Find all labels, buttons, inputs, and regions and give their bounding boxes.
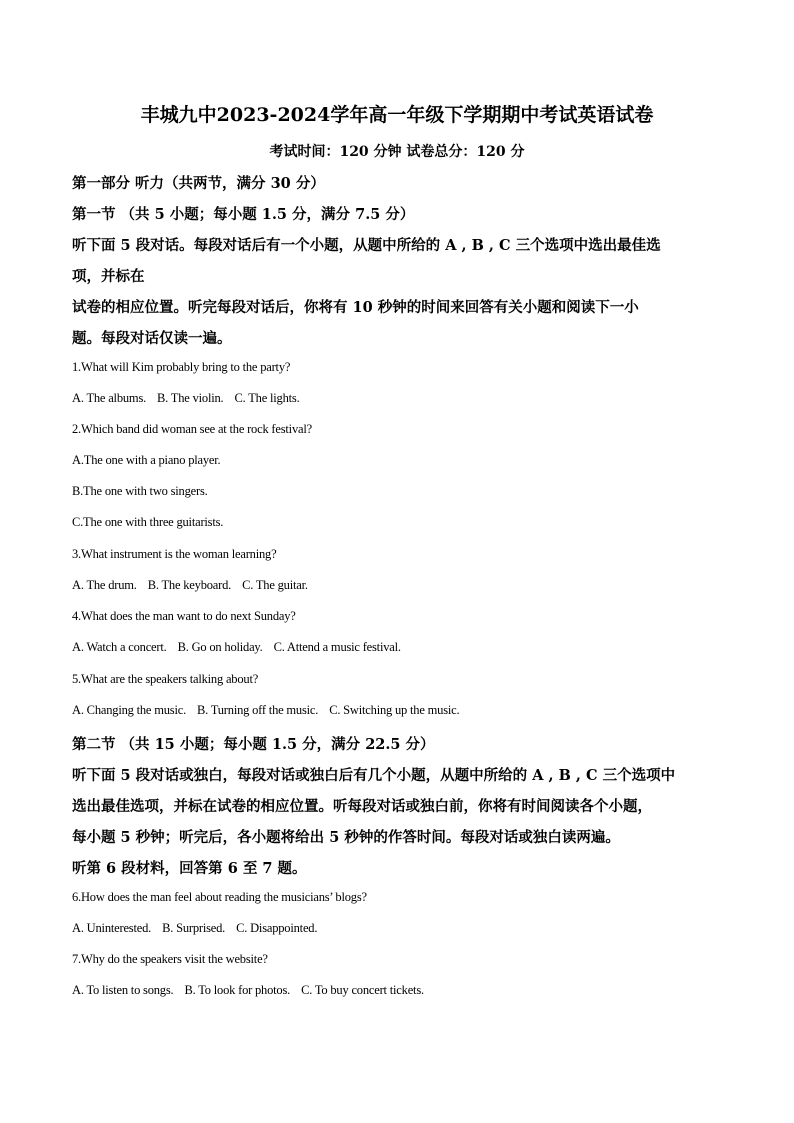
question-options: [72, 983, 424, 998]
option-c: C. Attend a music festival.: [273, 640, 401, 654]
option-b: B. Surprised.: [162, 921, 226, 935]
question-stem: 7.Why do the speakers visit the website?: [72, 952, 268, 966]
option-a: A. Watch a concert.: [72, 640, 167, 654]
option-c: C. The lights.: [234, 391, 300, 405]
question-options: [72, 640, 401, 655]
option-b: B. To look for photos.: [184, 983, 291, 997]
instruction-line: 每小题 5 秒钟；听完后，各小题将给出 5 秒钟的作答时间。每段对话或独白读两遍。: [72, 829, 620, 846]
instruction-line: 听下面 5 段对话或独白，每段对话或独白后有几个小题，从题中所给的 A , B , C 三个选项中: [72, 767, 676, 784]
option-b: B. The violin.: [157, 391, 224, 405]
option-a: A. Changing the music.: [72, 703, 186, 717]
instruction-line: 题。每段对话仅读一遍。: [72, 330, 232, 347]
question-stem: 1.What will Kim probably bring to the party?: [72, 360, 291, 374]
option-b: B. The keyboard.: [147, 578, 232, 592]
part-heading: 第一部分 听力（共两节，满分 30 分）: [72, 175, 325, 192]
option-c: C. Switching up the music.: [329, 703, 460, 717]
question-stem: 5.What are the speakers talking about?: [72, 672, 259, 686]
section-heading: 第一节 （共 5 小题；每小题 1.5 分，满分 7.5 分）: [72, 206, 415, 223]
option-a: A.The one with a piano player.: [72, 453, 221, 467]
option-c: C. The guitar.: [242, 578, 308, 592]
option-a: A. Uninterested.: [72, 921, 152, 935]
question-stem: 6.How does the man feel about reading the musicians’ blogs?: [72, 890, 367, 904]
question-options: [72, 703, 459, 718]
question-stem: 2.Which band did woman see at the rock festival?: [72, 422, 312, 436]
instruction-line: 项，并标在: [72, 268, 145, 285]
option-c: C. Disappointed.: [236, 921, 318, 935]
option-a: A. To listen to songs.: [72, 983, 174, 997]
option-b: B. Go on holiday.: [177, 640, 263, 654]
section-heading: 第二节 （共 15 小题；每小题 1.5 分，满分 22.5 分）: [72, 736, 435, 753]
option-b: B.The one with two singers.: [72, 484, 208, 498]
material-heading: 听第 6 段材料，回答第 6 至 7 题。: [72, 860, 307, 877]
option-b: B. Turning off the music.: [197, 703, 319, 717]
option-c: C. To buy concert tickets.: [301, 983, 424, 997]
question-options: [72, 578, 308, 593]
instruction-line: 听下面 5 段对话。每段对话后有一个小题，从题中所给的 A , B , C 三个选项中选出最佳选: [72, 237, 661, 254]
question-options: [72, 921, 317, 936]
option-c: C.The one with three guitarists.: [72, 515, 224, 529]
question-options: [72, 391, 300, 406]
option-a: A. The albums.: [72, 391, 147, 405]
page-title: 丰城九中2023-2024学年高一年级下学期期中考试英语试卷: [140, 104, 654, 126]
option-a: A. The drum.: [72, 578, 137, 592]
instruction-line: 选出最佳选项，并标在试卷的相应位置。听每段对话或独白前，你将有时间阅读各个小题，: [72, 798, 652, 815]
question-stem: 3.What instrument is the woman learning?: [72, 547, 277, 561]
exam-info: 考试时间：120 分钟 试卷总分：120 分: [269, 144, 525, 160]
question-stem: 4.What does the man want to do next Sunday?: [72, 609, 296, 623]
instruction-line: 试卷的相应位置。听完每段对话后，你将有 10 秒钟的时间来回答有关小题和阅读下一小: [72, 299, 639, 316]
